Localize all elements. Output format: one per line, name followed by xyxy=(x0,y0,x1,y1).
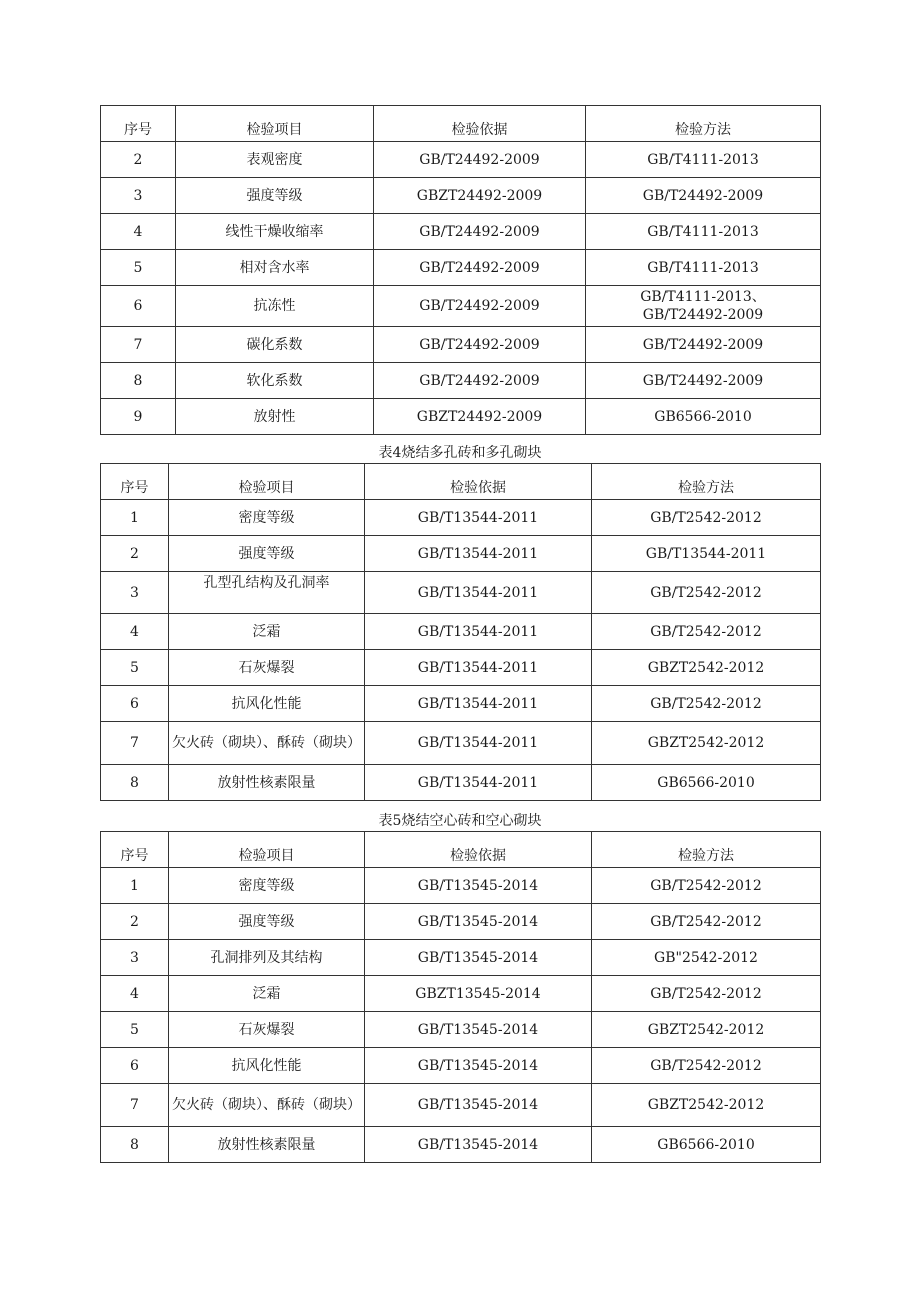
cell-item: 抗风化性能 xyxy=(169,1048,365,1084)
cell-method: GB/T2542-2012 xyxy=(592,1048,821,1084)
cell-index: 4 xyxy=(101,614,169,650)
header-basis: 检验依据 xyxy=(365,464,592,500)
cell-basis: GB/T24492-2009 xyxy=(374,363,586,399)
cell-index: 7 xyxy=(101,1084,169,1127)
header-method: 检验方法 xyxy=(586,106,821,142)
table-caption: 表4烧结多孔砖和多孔砌块 xyxy=(378,445,542,461)
table-header-row xyxy=(101,464,821,500)
cell-method: GB"2542-2012 xyxy=(592,940,821,976)
table-row xyxy=(101,214,821,250)
inspection-table-3 xyxy=(100,831,821,1163)
cell-index: 2 xyxy=(101,904,169,940)
cell-method: GB/T2542-2012 xyxy=(592,614,821,650)
cell-index: 3 xyxy=(101,572,169,614)
cell-index: 6 xyxy=(101,286,176,327)
cell-method: GB/T4111-2013 xyxy=(586,142,821,178)
cell-method: GBZT2542-2012 xyxy=(592,1084,821,1127)
cell-index: 1 xyxy=(101,500,169,536)
cell-method: GBZT2542-2012 xyxy=(592,650,821,686)
cell-item: 表观密度 xyxy=(176,142,374,178)
header-method: 检验方法 xyxy=(592,832,821,868)
cell-basis: GB/T24492-2009 xyxy=(374,286,586,327)
cell-method: GB6566-2010 xyxy=(586,399,821,435)
cell-basis: GB/T13545-2014 xyxy=(365,904,592,940)
table-row xyxy=(101,363,821,399)
cell-basis: GB/T13544-2011 xyxy=(365,650,592,686)
cell-item: 软化系数 xyxy=(176,363,374,399)
cell-basis: GBZT24492-2009 xyxy=(374,399,586,435)
header-item: 检验项目 xyxy=(176,106,374,142)
header-method: 检验方法 xyxy=(592,464,821,500)
cell-item: 线性干燥收缩率 xyxy=(176,214,374,250)
header-basis: 检验依据 xyxy=(374,106,586,142)
cell-basis: GBZT24492-2009 xyxy=(374,178,586,214)
cell-method: GB/T13544-2011 xyxy=(592,536,821,572)
header-index: 序号 xyxy=(101,464,169,500)
cell-item: 泛霜 xyxy=(169,976,365,1012)
cell-method: GB/T2542-2012 xyxy=(592,868,821,904)
cell-method: GB/T2542-2012 xyxy=(592,572,821,614)
cell-item: 抗风化性能 xyxy=(169,686,365,722)
cell-basis: GB/T13545-2014 xyxy=(365,1012,592,1048)
cell-item: 碳化系数 xyxy=(176,327,374,363)
table-row xyxy=(101,178,821,214)
cell-basis: GB/T24492-2009 xyxy=(374,327,586,363)
table-row xyxy=(101,536,821,572)
table-row xyxy=(101,868,821,904)
cell-method: GB/T4111-2013 xyxy=(586,214,821,250)
table-row xyxy=(101,904,821,940)
table-row xyxy=(101,940,821,976)
table-row xyxy=(101,250,821,286)
cell-index: 3 xyxy=(101,940,169,976)
table-caption: 表5烧结空心砖和空心砌块 xyxy=(378,813,542,829)
table-row xyxy=(101,1012,821,1048)
cell-method: GB/T24492-2009 xyxy=(586,178,821,214)
cell-index: 3 xyxy=(101,178,176,214)
table-row xyxy=(101,500,821,536)
cell-index: 7 xyxy=(101,722,169,765)
cell-method: GB/T24492-2009 xyxy=(586,327,821,363)
cell-item: 放射性核素限量 xyxy=(169,765,365,801)
table-row xyxy=(101,686,821,722)
cell-item: 欠火砖（砌块）、酥砖（砌块） xyxy=(169,722,365,765)
cell-method: GBZT2542-2012 xyxy=(592,1012,821,1048)
header-index: 序号 xyxy=(101,106,176,142)
cell-method: GB6566-2010 xyxy=(592,765,821,801)
header-basis: 检验依据 xyxy=(365,832,592,868)
cell-index: 8 xyxy=(101,765,169,801)
table-row xyxy=(101,614,821,650)
cell-item: 孔洞排列及其结构 xyxy=(169,940,365,976)
cell-item: 密度等级 xyxy=(169,868,365,904)
table-row xyxy=(101,572,821,614)
cell-item: 相对含水率 xyxy=(176,250,374,286)
cell-index: 1 xyxy=(101,868,169,904)
table-row xyxy=(101,722,821,765)
cell-index: 2 xyxy=(101,536,169,572)
cell-item: 放射性 xyxy=(176,399,374,435)
cell-basis: GB/T13545-2014 xyxy=(365,1084,592,1127)
cell-basis: GB/T13544-2011 xyxy=(365,765,592,801)
cell-basis: GB/T13544-2011 xyxy=(365,686,592,722)
cell-method: GB6566-2010 xyxy=(592,1127,821,1163)
inspection-table-2 xyxy=(100,463,821,801)
table-row xyxy=(101,142,821,178)
cell-basis: GB/T13544-2011 xyxy=(365,536,592,572)
cell-index: 4 xyxy=(101,214,176,250)
cell-item: 强度等级 xyxy=(176,178,374,214)
cell-index: 7 xyxy=(101,327,176,363)
table-row xyxy=(101,286,821,327)
cell-basis: GB/T13544-2011 xyxy=(365,722,592,765)
cell-item: 石灰爆裂 xyxy=(169,1012,365,1048)
cell-index: 6 xyxy=(101,1048,169,1084)
cell-method: GB/T2542-2012 xyxy=(592,976,821,1012)
cell-method: GB/T2542-2012 xyxy=(592,686,821,722)
cell-method: GB/T4111-2013、GB/T24492-2009 xyxy=(586,286,821,327)
header-index: 序号 xyxy=(101,832,169,868)
cell-basis: GB/T13544-2011 xyxy=(365,572,592,614)
cell-item: 泛霜 xyxy=(169,614,365,650)
cell-method: GBZT2542-2012 xyxy=(592,722,821,765)
table-row xyxy=(101,1127,821,1163)
cell-item: 抗冻性 xyxy=(176,286,374,327)
table-row xyxy=(101,650,821,686)
cell-basis: GB/T13545-2014 xyxy=(365,1127,592,1163)
table-row xyxy=(101,976,821,1012)
cell-item: 密度等级 xyxy=(169,500,365,536)
cell-item: 石灰爆裂 xyxy=(169,650,365,686)
table-header-row xyxy=(101,106,821,142)
cell-index: 2 xyxy=(101,142,176,178)
cell-basis: GB/T24492-2009 xyxy=(374,250,586,286)
cell-item: 放射性核素限量 xyxy=(169,1127,365,1163)
cell-method: GB/T24492-2009 xyxy=(586,363,821,399)
cell-item: 强度等级 xyxy=(169,904,365,940)
cell-method: GB/T4111-2013 xyxy=(586,250,821,286)
cell-index: 5 xyxy=(101,650,169,686)
cell-basis: GB/T24492-2009 xyxy=(374,214,586,250)
table-row xyxy=(101,1084,821,1127)
table-header-row xyxy=(101,832,821,868)
cell-method: GB/T2542-2012 xyxy=(592,500,821,536)
header-item: 检验项目 xyxy=(169,832,365,868)
cell-index: 9 xyxy=(101,399,176,435)
cell-basis: GB/T13544-2011 xyxy=(365,500,592,536)
cell-basis: GB/T24492-2009 xyxy=(374,142,586,178)
table-row xyxy=(101,327,821,363)
table-row xyxy=(101,1048,821,1084)
cell-index: 8 xyxy=(101,363,176,399)
table-row xyxy=(101,765,821,801)
cell-index: 8 xyxy=(101,1127,169,1163)
cell-method: GB/T2542-2012 xyxy=(592,904,821,940)
table-row xyxy=(101,399,821,435)
cell-basis: GB/T13544-2011 xyxy=(365,614,592,650)
cell-item: 孔型孔结构及孔洞率 xyxy=(169,572,365,614)
inspection-table-1 xyxy=(100,105,821,435)
cell-index: 5 xyxy=(101,1012,169,1048)
cell-index: 5 xyxy=(101,250,176,286)
cell-item: 欠火砖（砌块）、酥砖（砌块） xyxy=(169,1084,365,1127)
cell-item: 强度等级 xyxy=(169,536,365,572)
cell-index: 6 xyxy=(101,686,169,722)
cell-basis: GB/T13545-2014 xyxy=(365,940,592,976)
cell-basis: GB/T13545-2014 xyxy=(365,868,592,904)
cell-basis: GBZT13545-2014 xyxy=(365,976,592,1012)
cell-index: 4 xyxy=(101,976,169,1012)
header-item: 检验项目 xyxy=(169,464,365,500)
cell-basis: GB/T13545-2014 xyxy=(365,1048,592,1084)
